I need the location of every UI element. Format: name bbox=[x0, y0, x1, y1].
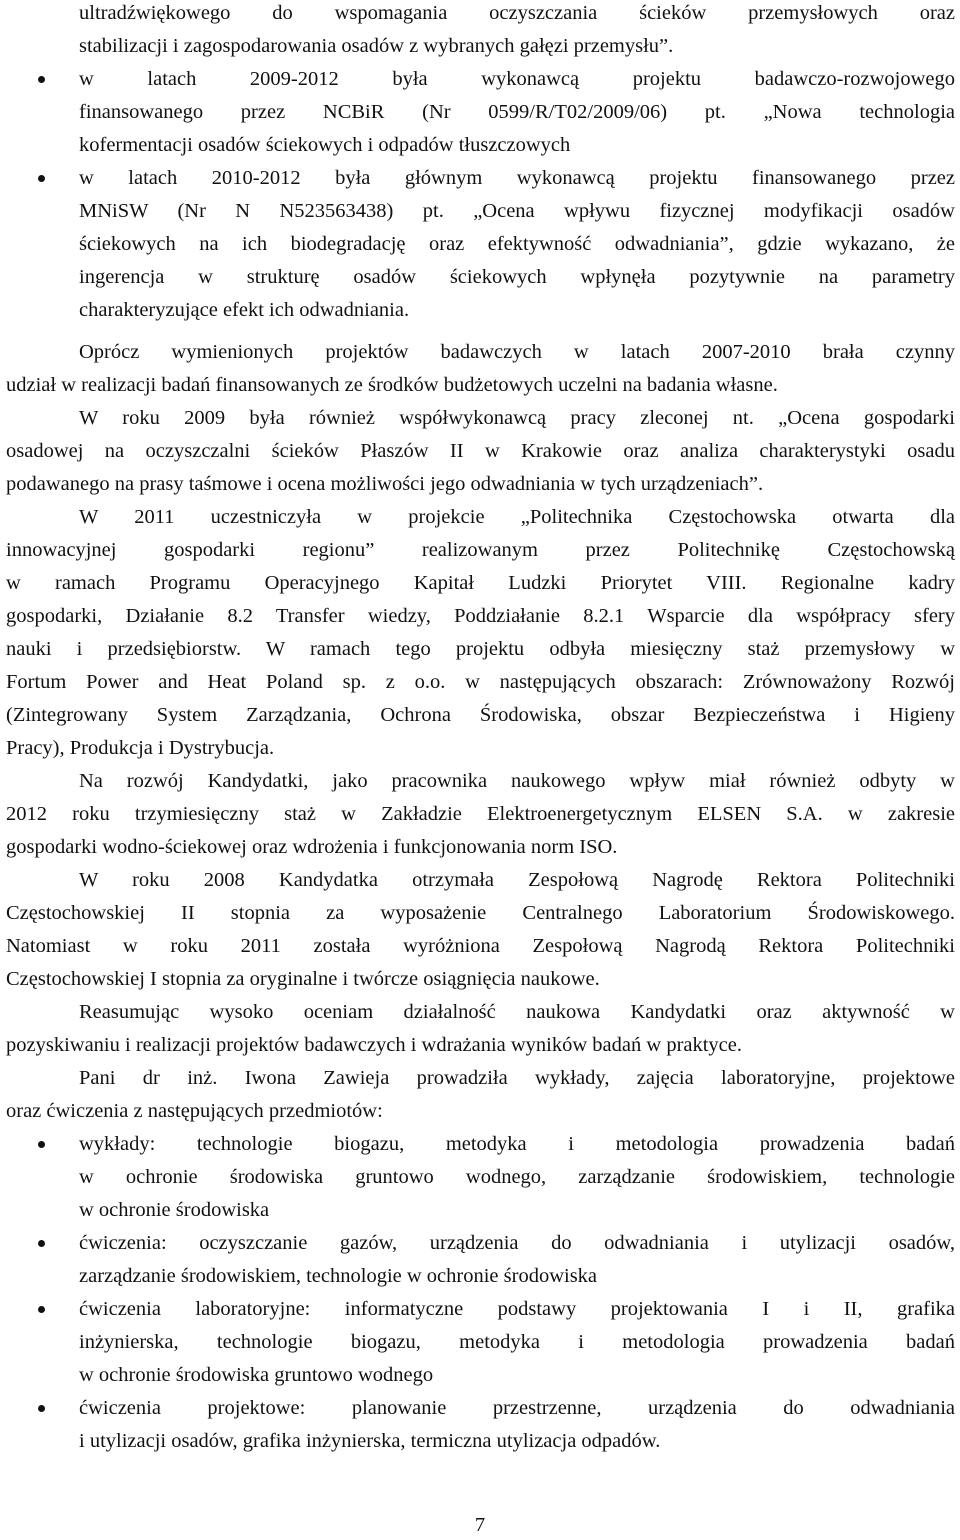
document-page bbox=[6, 0, 955, 1458]
text-line: w ochronie środowiska gruntowo wodnego, zarządzanie środowiskiem, technologie bbox=[79, 1166, 955, 1188]
text-line: Częstochowskiej I stopnia za oryginalne i twórcze osiągnięcia naukowe. bbox=[6, 968, 600, 990]
text-line: ultradźwiękowego do wspomagania oczyszczania ścieków przemysłowych oraz bbox=[79, 2, 955, 24]
text-line: 2012 roku trzymiesięczny staż w Zakładzie Elektroenergetycznym ELSEN S.A. w zakresie bbox=[6, 803, 955, 825]
text-line: ćwiczenia projektowe: planowanie przestrzenne, urządzenia do odwadniania bbox=[79, 1397, 955, 1419]
bullet-icon bbox=[38, 76, 45, 83]
text-line: Reasumując wysoko oceniam działalność naukowa Kandydatki oraz aktywność w bbox=[79, 1001, 955, 1023]
paragraph bbox=[6, 765, 955, 864]
text-line: ściekowych na ich biodegradację oraz efektywność odwadniania”, gdzie wykazano, że bbox=[79, 233, 955, 255]
text-line: pozyskiwaniu i realizacji projektów badawczych i wdrażania wyników badań w praktyce. bbox=[6, 1034, 743, 1056]
bullet-icon bbox=[38, 1405, 45, 1412]
course-bullet bbox=[6, 1128, 955, 1227]
text-line: zarządzanie środowiskiem, technologie w ochronie środowiska bbox=[79, 1265, 598, 1287]
text-line: finansowanego przez NCBiR (Nr 0599/R/T02/2009/06) pt. „Nowa technologia bbox=[79, 101, 955, 123]
text-line: w ramach Programu Operacyjnego Kapitał Ludzki Priorytet VIII. Regionalne kadry bbox=[6, 572, 955, 594]
bullet-icon bbox=[38, 1141, 45, 1148]
text-line: w ochronie środowiska gruntowo wodnego bbox=[79, 1364, 434, 1386]
bullet-icon bbox=[38, 1306, 45, 1313]
text-line: udział w realizacji badań finansowanych ze środków budżetowych uczelni na badania własne. bbox=[6, 374, 778, 396]
text-line: oraz ćwiczenia z następujących przedmiotów: bbox=[6, 1100, 383, 1122]
paragraph bbox=[6, 996, 955, 1062]
text-line: wykłady: technologie biogazu, metodyka i metodologia prowadzenia badań bbox=[79, 1133, 955, 1155]
text-line: kofermentacji osadów ściekowych i odpadów tłuszczowych bbox=[79, 134, 571, 156]
paragraph bbox=[6, 864, 955, 996]
text-line: Pracy), Produkcja i Dystrybucja. bbox=[6, 737, 275, 759]
text-line: ćwiczenia laboratoryjne: informatyczne podstawy projektowania I i II, grafika bbox=[79, 1298, 955, 1320]
course-bullet bbox=[6, 1293, 955, 1392]
paragraph bbox=[6, 501, 955, 765]
project-bullet bbox=[6, 162, 955, 327]
text-line: innowacyjnej gospodarki regionu” realizowanym przez Politechnikę Częstochowską bbox=[6, 539, 955, 561]
text-line: ćwiczenia: oczyszczanie gazów, urządzenia do odwadniania i utylizacji osadów, bbox=[79, 1232, 955, 1254]
text-line: Na rozwój Kandydatki, jako pracownika naukowego wpływ miał również odbyty w bbox=[79, 770, 955, 792]
text-line: Częstochowskiej II stopnia za wyposażenie Centralnego Laboratorium Środowiskowego. bbox=[6, 902, 955, 924]
text-line: (Zintegrowany System Zarządzania, Ochrona Środowiska, obszar Bezpieczeństwa i Higieny bbox=[6, 704, 955, 726]
text-line: w ochronie środowiska bbox=[79, 1199, 270, 1221]
bullet-icon bbox=[38, 1240, 45, 1247]
text-line: W roku 2008 Kandydatka otrzymała Zespołową Nagrodę Rektora Politechniki bbox=[79, 869, 955, 891]
text-line: Pani dr inż. Iwona Zawieja prowadziła wykłady, zajęcia laboratoryjne, projektowe bbox=[79, 1067, 955, 1089]
intro-continuation bbox=[6, 0, 955, 63]
text-line: MNiSW (Nr N N523563438) pt. „Ocena wpływu fizycznej modyfikacji osadów bbox=[79, 200, 955, 222]
text-line: osadowej na oczyszczalni ścieków Płaszów II w Krakowie oraz analiza charakterystyki osadu bbox=[6, 440, 955, 462]
text-line: gospodarki, Działanie 8.2 Transfer wiedzy, Poddziałanie 8.2.1 Wsparcie dla współpracy sfery bbox=[6, 605, 955, 627]
text-line: ingerencja w strukturę osadów ściekowych wpłynęła pozytywnie na parametry bbox=[79, 266, 955, 288]
text-line: w latach 2010-2012 była głównym wykonawcą projektu finansowanego przez bbox=[79, 167, 955, 189]
course-bullet bbox=[6, 1392, 955, 1458]
text-line: stabilizacji i zagospodarowania osadów z wybranych gałęzi przemysłu”. bbox=[79, 35, 674, 57]
text-line: Natomiast w roku 2011 została wyróżniona Zespołową Nagrodą Rektora Politechniki bbox=[6, 935, 955, 957]
text-line: gospodarki wodno-ściekowej oraz wdrożenia i funkcjonowania norm ISO. bbox=[6, 836, 618, 858]
bullet-icon bbox=[38, 175, 45, 182]
text-line: podawanego na prasy taśmowe i ocena możliwości jego odwadniania w tych urządzeniach”. bbox=[6, 473, 764, 495]
text-line: w latach 2009-2012 była wykonawcą projektu badawczo-rozwojowego bbox=[79, 68, 955, 90]
paragraph bbox=[6, 402, 955, 501]
text-line: W 2011 uczestniczyła w projekcie „Politechnika Częstochowska otwarta dla bbox=[79, 506, 955, 528]
text-line: charakteryzujące efekt ich odwadniania. bbox=[79, 299, 410, 321]
text-line: inżynierska, technologie biogazu, metodyka i metodologia prowadzenia badań bbox=[79, 1331, 955, 1353]
paragraph bbox=[6, 336, 955, 402]
paragraph bbox=[6, 1062, 955, 1128]
text-line: nauki i przedsiębiorstw. W ramach tego projektu odbyła miesięczny staż przemysłowy w bbox=[6, 638, 955, 660]
text-line: Fortum Power and Heat Poland sp. z o.o. w następujących obszarach: Zrównoważony Rozwój bbox=[6, 671, 955, 693]
course-bullet bbox=[6, 1227, 955, 1293]
project-bullet bbox=[6, 63, 955, 162]
page-number: 7 bbox=[474, 1514, 486, 1536]
text-line: W roku 2009 była również współwykonawcą pracy zleconej nt. „Ocena gospodarki bbox=[79, 407, 955, 429]
text-line: i utylizacji osadów, grafika inżynierska, termiczna utylizacja odpadów. bbox=[79, 1430, 661, 1452]
text-line: Oprócz wymienionych projektów badawczych w latach 2007-2010 brała czynny bbox=[79, 341, 955, 363]
